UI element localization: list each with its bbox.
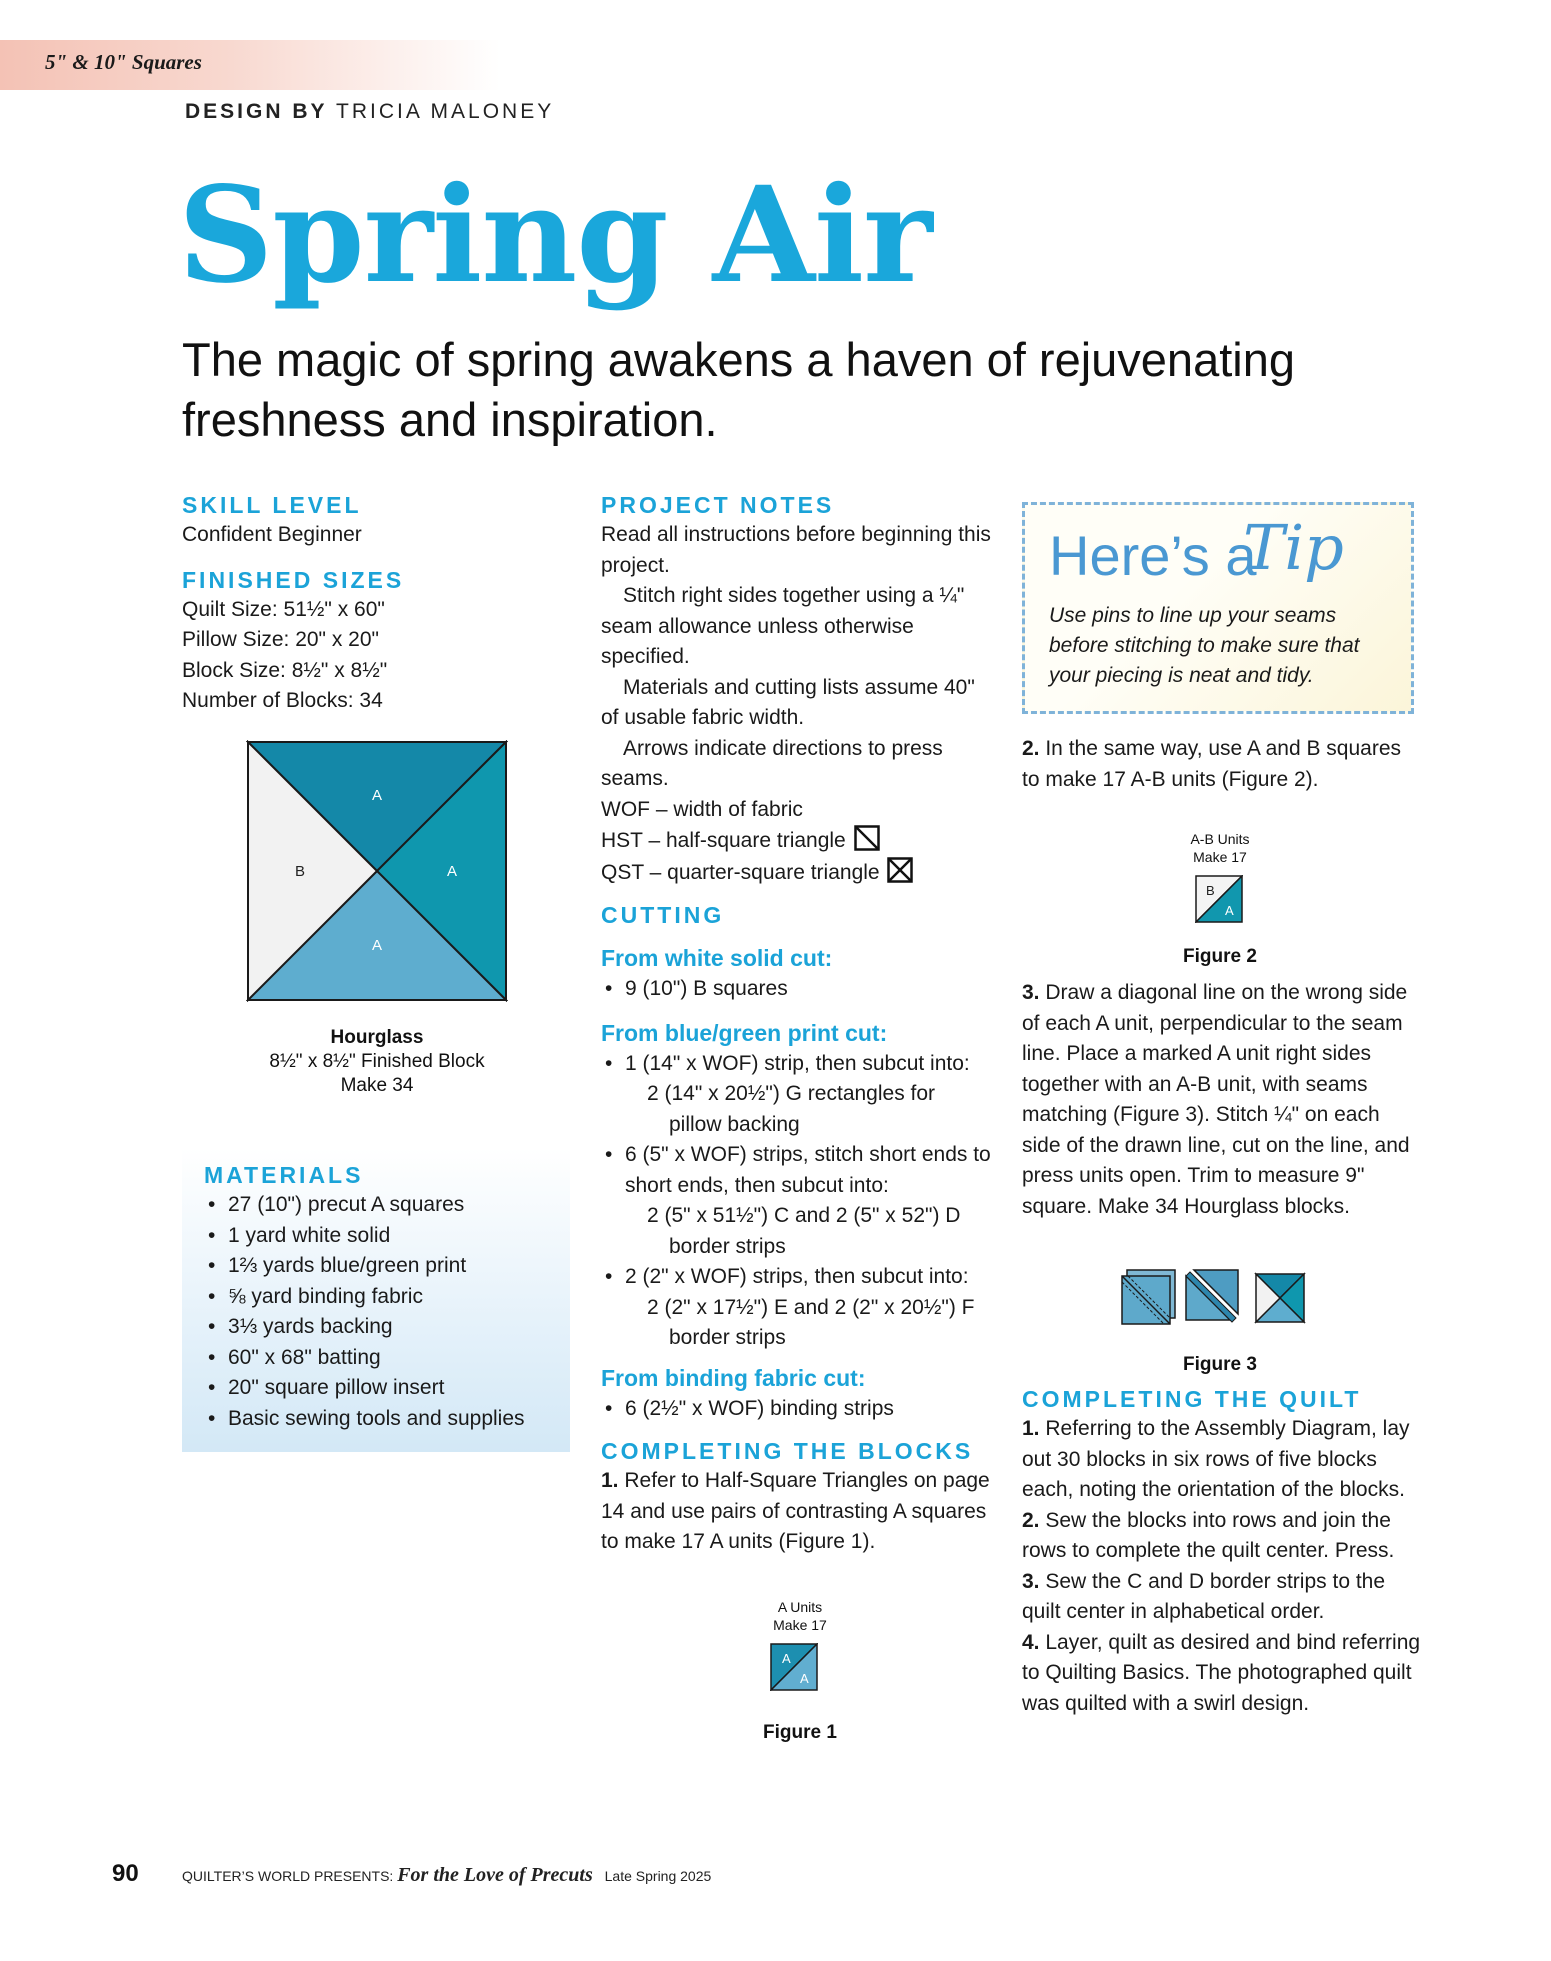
- step-text: Referring to the Assembly Diagram, lay out 30 blocks in six rows of five blocks each, noting the orientation of the blocks.: [1022, 1417, 1410, 1501]
- quilt-step-3: [1022, 1567, 1422, 1628]
- hourglass-caption-title: Hourglass: [330, 1027, 424, 1048]
- binding-heading: From binding fabric cut:: [601, 1364, 866, 1391]
- quilt-size: Quilt Size: 51½" x 60": [182, 597, 385, 621]
- step-number: 2.: [1022, 1508, 1040, 1532]
- step-2: [1022, 734, 1414, 795]
- cut-item: • 9 (10") B squares: [601, 974, 993, 1005]
- column-left: [182, 490, 572, 717]
- figure-2-ab-unit: [1195, 875, 1243, 923]
- materials-list: [204, 1190, 570, 1434]
- step-number: 3.: [1022, 1569, 1040, 1593]
- figure-2-caption: [1140, 830, 1300, 866]
- page-title: Spring Air: [178, 158, 932, 313]
- hourglass-caption-size: 8½" x 8½" Finished Block: [269, 1051, 485, 1072]
- cut-subitem: 2 (2" x 17½") E and 2 (2" x 20½") F border strips: [647, 1295, 975, 1349]
- figure-2-label-b: B: [1206, 883, 1215, 898]
- cut-item: • 1 (14" x WOF) strip, then subcut into:: [601, 1049, 993, 1080]
- step-number: 2.: [1022, 737, 1040, 760]
- abbr-wof: WOF – width of fabric: [601, 797, 803, 821]
- note-arrows: Arrows indicate directions to press seams.: [601, 736, 943, 790]
- cutting-heading: CUTTING: [601, 902, 725, 928]
- tip-title: Here’s a: [1049, 524, 1257, 587]
- blue-green-list: [601, 1049, 993, 1080]
- page-subtitle: The magic of spring awakens a haven of rejuvenating freshness and inspiration.: [182, 333, 1295, 446]
- note-fabric-width: Materials and cutting lists assume 40" of usable fabric width.: [601, 675, 975, 729]
- materials-item: • 60" x 68" batting: [204, 1343, 570, 1374]
- abbr-qst-line: [601, 857, 993, 889]
- figure-1-caption-make: Make 17: [773, 1617, 827, 1633]
- materials-item: • 20" square pillow insert: [204, 1373, 570, 1404]
- cut-item: • 6 (5" x WOF) strips, stitch short ends to short ends, then subcut into:: [601, 1140, 993, 1201]
- hourglass-caption: [226, 1026, 528, 1098]
- figure-3-diagram: [1120, 1268, 1316, 1328]
- skill-level-heading: SKILL LEVEL: [182, 492, 362, 518]
- figure-1-a-unit: [770, 1643, 818, 1691]
- binding-list: [601, 1394, 993, 1425]
- number-of-blocks: Number of Blocks: 34: [182, 689, 383, 712]
- materials-item: • 3⅓ yards backing: [204, 1312, 570, 1343]
- step-number: 3.: [1022, 981, 1040, 1004]
- section-tab: [0, 40, 500, 90]
- footer-magazine: For the Love of Precuts: [397, 1864, 593, 1886]
- abbr-qst: QST – quarter-square triangle: [601, 860, 880, 884]
- materials-item: • ⅝ yard binding fabric: [204, 1282, 570, 1313]
- quilt-step-2: [1022, 1506, 1422, 1567]
- abbr-hst: HST – half-square triangle: [601, 829, 846, 852]
- tip-script: Tip: [1243, 511, 1344, 584]
- column-right-bottom: [1022, 1384, 1422, 1719]
- footer-credit: [182, 1864, 711, 1887]
- finished-sizes-heading: FINISHED SIZES: [182, 566, 405, 593]
- abbr-hst-line: [601, 825, 993, 857]
- note-seam-allowance: Stitch right sides together using a ¼" seam allowance unless otherwise specified.: [601, 584, 965, 668]
- figure-2-caption-title: A-B Units: [1190, 831, 1250, 847]
- completing-quilt-heading: COMPLETING THE QUILT: [1022, 1386, 1362, 1412]
- materials-box: [182, 1148, 570, 1452]
- materials-item: • 27 (10") precut A squares: [204, 1190, 570, 1221]
- column-right-mid: [1022, 978, 1422, 1222]
- completing-blocks-heading: COMPLETING THE BLOCKS: [601, 1438, 974, 1464]
- step-number: 1.: [1022, 1417, 1040, 1440]
- quilt-step-1: [1022, 1414, 1422, 1506]
- byline-prefix: DESIGN BY: [185, 100, 328, 123]
- figure-3-label: Figure 3: [1183, 1354, 1257, 1375]
- figure-3-stacked-units: [1122, 1270, 1175, 1324]
- materials-heading: MATERIALS: [204, 1162, 364, 1188]
- step-number: 4.: [1022, 1630, 1040, 1654]
- blue-green-list-3: [601, 1262, 993, 1293]
- figure-1-caption-title: A Units: [777, 1599, 823, 1615]
- figure-3-hourglass: [1256, 1274, 1304, 1322]
- step-3: [1022, 978, 1422, 1222]
- cut-item: • 2 (2" x WOF) strips, then subcut into:: [601, 1262, 993, 1293]
- step-text: Refer to Half-Square Triangles on page 14 and use pairs of contrasting A squares to make 17 A units (Figure 1).: [601, 1469, 990, 1553]
- cut-subitem: 2 (14" x 20½") G rectangles for pillow backing: [647, 1082, 936, 1136]
- figure-2-label-a: A: [1225, 903, 1234, 918]
- figure-3-cut-units: [1186, 1270, 1238, 1322]
- designer-name: TRICIA MALONEY: [336, 100, 555, 123]
- blocks-step-1: [601, 1466, 993, 1558]
- tip-box: [1022, 502, 1414, 714]
- step-text: Draw a diagonal line on the wrong side of each A unit, perpendicular to the seam line. Place a marked A unit right sides together with an A-B unit, with seams matching (Figure 3). Stitch ¼" on each side of the drawn line, cut on the line, and press units open. Trim to measure 9" square. Make 34 Hourglass blocks.: [1022, 981, 1410, 1218]
- white-solid-list: [601, 974, 993, 1005]
- project-notes-heading: PROJECT NOTES: [601, 492, 835, 518]
- pillow-size: Pillow Size: 20" x 20": [182, 628, 379, 651]
- materials-item: • Basic sewing tools and supplies: [204, 1404, 570, 1435]
- figure-1-caption: [720, 1598, 880, 1634]
- block-size: Block Size: 8½" x 8½": [182, 658, 388, 682]
- block-label-top: A: [371, 787, 383, 804]
- step-text: Sew the blocks into rows and join the rows to complete the quilt center. Press.: [1022, 1508, 1395, 1562]
- blue-green-list-2: [601, 1140, 993, 1201]
- qst-icon: [887, 857, 913, 883]
- section-tab-label: 5" & 10" Squares: [45, 50, 202, 74]
- skill-level-value: Confident Beginner: [182, 523, 362, 546]
- materials-item: • 1 yard white solid: [204, 1221, 570, 1252]
- note-read-instructions: Read all instructions before beginning this project.: [601, 523, 991, 577]
- hst-icon: [854, 825, 880, 851]
- quilt-step-4: [1022, 1628, 1422, 1720]
- column-right-top: [1022, 734, 1414, 795]
- hourglass-block-diagram: [246, 740, 508, 1002]
- cut-item: • 6 (2½" x WOF) binding strips: [601, 1394, 993, 1425]
- block-label-bottom: A: [371, 937, 383, 954]
- tip-body: Use pins to line up your seams before stitching to make sure that your piecing is neat and tidy.: [1049, 604, 1360, 687]
- step-text: Sew the C and D border strips to the quilt center in alphabetical order.: [1022, 1569, 1386, 1623]
- figure-2-label: Figure 2: [1183, 946, 1257, 967]
- materials-item: • 1⅔ yards blue/green print: [204, 1251, 570, 1282]
- step-text: In the same way, use A and B squares to make 17 A-B units (Figure 2).: [1022, 737, 1402, 791]
- figure-1-label: Figure 1: [763, 1722, 837, 1743]
- white-solid-heading: From white solid cut:: [601, 945, 833, 971]
- figure-1-label-a-top: A: [782, 1651, 791, 1666]
- step-number: 1.: [601, 1469, 619, 1492]
- footer-issue: Late Spring 2025: [604, 1868, 712, 1884]
- cut-subitem: 2 (5" x 51½") C and 2 (5" x 52") D border strips: [647, 1204, 961, 1258]
- byline: [185, 100, 554, 124]
- block-label-right: A: [446, 863, 458, 880]
- block-label-left: B: [294, 863, 306, 880]
- page-number: 90: [112, 1860, 139, 1887]
- blue-green-heading: From blue/green print cut:: [601, 1019, 888, 1046]
- step-text: Layer, quilt as desired and bind referring to Quilting Basics. The photographed quilt was quilted with a swirl design.: [1022, 1630, 1421, 1715]
- figure-1-label-a-bottom: A: [800, 1671, 809, 1686]
- footer-prefix: QUILTER’S WORLD PRESENTS:: [182, 1868, 394, 1884]
- column-middle: [601, 490, 993, 1558]
- hourglass-caption-make: Make 34: [340, 1075, 414, 1096]
- figure-2-caption-make: Make 17: [1193, 849, 1247, 865]
